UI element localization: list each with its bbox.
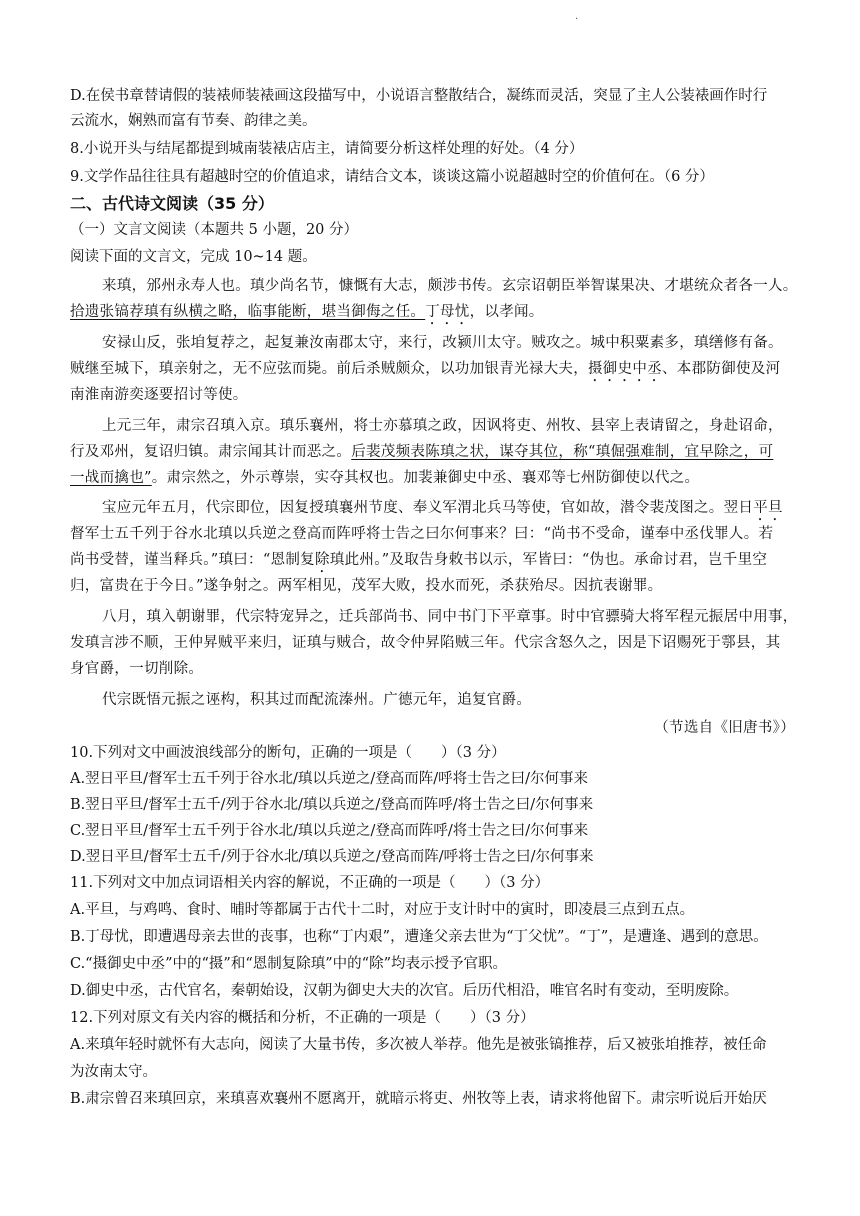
text-segment: 。肃宗然之，外示尊崇，实夺其权也。加裴兼御史中丞、襄邓等七州防御使以代之。 <box>151 470 700 486</box>
text-line <box>70 385 795 405</box>
text-line <box>70 498 827 524</box>
text-segment: 督军士五千列于谷水北瑱以兵逆之登高而阵呼将士告之曰尔何事来？曰：“尚书不受命，谨奉中丞伐罪人。若 <box>70 526 774 542</box>
text-line <box>70 1035 795 1055</box>
dotted-emphasis-text: 除 <box>314 552 330 568</box>
text-segment: 贼继至城下，瑱亲射之，无不应弦而毙。前后杀贼颇众，以功加银青光禄大夫， <box>70 361 588 377</box>
text-segment: 、本郡防御使及河 <box>662 361 781 377</box>
dotted-emphasis-text: 平旦 <box>753 500 783 516</box>
text-segment: A.翌日平旦/督军士五千列于谷水北/瑱以兵逆之/登高而阵/呼将士告之曰/尔何事来 <box>70 771 589 787</box>
underlined-text: 后裴茂频表陈瑱之状，谋夺其位，称“瑱倔强难制，宜早除之，可 <box>351 444 774 460</box>
text-line <box>70 220 795 240</box>
text-line <box>70 139 795 159</box>
text-segment: D.御史中丞，古代官名，秦朝始设，汉朝为御史大夫的次官。后历代相沿，唯官名时有变动，至明废除。 <box>70 983 739 999</box>
text-segment: D.翌日平旦/督军士五千/列于谷水北/瑱以兵逆之/登高而阵/呼将士告之曰/尔何事来 <box>70 849 594 865</box>
text-line <box>70 743 795 763</box>
text-segment: A.平旦，与鸡鸣、食时、晡时等都属于古代十二时，对应于支计时中的寅时，即凌晨三点到五点。 <box>70 902 695 918</box>
text-segment: 尚书受替，谨当释兵。”瑱曰：“恩制复 <box>70 552 315 568</box>
text-segment: 云流水，娴熟而富有节奏、韵律之美。 <box>70 113 317 129</box>
text-line <box>70 247 795 267</box>
text-line <box>70 821 795 841</box>
text-segment: A.来瑱年轻时就怀有大志向，阅读了大量书传，多次被人举荐。他先是被张镐推荐，后又被张垍推荐，被任命 <box>70 1037 767 1053</box>
text-line <box>70 524 795 544</box>
text-line <box>70 873 795 893</box>
text-segment: 瑱此州。”及取告身敕书以示，军皆曰：“伪也。承命讨君，岂千里空 <box>329 552 768 568</box>
text-segment: 11.下列对文中加点词语相关内容的解说，不正确的一项是（ ）（3 分） <box>70 875 550 891</box>
text-line <box>70 927 795 947</box>
text-line <box>70 167 795 187</box>
text-segment: 二、古代诗文阅读（35 分） <box>70 194 274 213</box>
text-segment: 8.小说开头与结尾都提到城南装裱店店主，请简要分析这样处理的好处。（4 分） <box>70 141 584 157</box>
text-segment: B.翌日平旦/督军士五千/列于谷水北/瑱以兵逆之/登高而阵呼/将士告之曰/尔何事来 <box>70 797 594 813</box>
text-segment: 上元三年，肃宗召瑱入京。瑱乐襄州，将士亦慕瑱之政，因讽将吏、州牧、县宰上表请留之，身赴诏命， <box>102 418 783 434</box>
text-segment: 安禄山反，张垍复荐之，起复兼汝南郡太守，来行，改颍川太守。贼攻之。城中积粟素多，瑱缮修有备。 <box>102 335 783 351</box>
text-line <box>70 359 795 385</box>
text-segment: 10.下列对文中画波浪线部分的断句，正确的一项是（ ）（3 分） <box>70 745 506 761</box>
text-line <box>70 659 795 679</box>
text-line <box>70 550 795 576</box>
text-segment: 宝应元年五月，代宗即位，因复授瑱襄州节度、奉义军渭北兵马等使，官如故，潜令裴茂图之。翌日 <box>102 500 754 516</box>
text-segment: C.翌日平旦/督军士五千列于谷水北/瑱以兵逆之/登高而阵呼/将士告之曰/尔何事来 <box>70 823 589 839</box>
text-line <box>70 302 795 328</box>
text-segment: D.在侯书章替请假的装裱师装裱画这段描写中，小说语言整散结合，凝练而灵活，突显了主人公装裱画作时行 <box>70 88 768 104</box>
text-line <box>70 607 827 627</box>
text-segment: （节选自《旧唐书》） <box>654 720 795 736</box>
text-line <box>70 1062 795 1082</box>
text-line <box>70 954 795 974</box>
text-segment: 南淮南游奕逐要招讨等使。 <box>70 387 248 403</box>
text-line <box>70 769 795 789</box>
header-mark: · <box>575 14 579 25</box>
text-segment: 行及邓州，复诏归镇。肃宗闻其计而恶之。 <box>70 444 352 460</box>
text-segment: B.肃宗曾召来瑱回京，来瑱喜欢襄州不愿离开，就暗示将吏、州牧等上表，请求将他留下。肃宗听说后开始厌 <box>70 1091 767 1107</box>
text-line <box>70 847 795 867</box>
text-segment: 归，富贵在于今日。”遂争射之。两军相见，茂军大败，投水而死，杀获殆尽。因抗表谢罪。 <box>70 578 663 594</box>
underlined-text: 拾遗张镐荐瑱有纵横之略，临事能断，堪当御侮之任。 <box>70 304 426 320</box>
text-line <box>70 442 795 462</box>
text-line <box>70 86 795 106</box>
text-line <box>70 900 795 920</box>
text-segment: 发瑱言涉不顺，王仲昇贼平来归，证瑱与贼合，故令仲昇陷贼三年。代宗含怒久之，因是下诏赐死于鄠县，其 <box>70 635 781 651</box>
text-line <box>70 795 795 815</box>
text-segment: 9.文学作品往往具有超越时空的价值追求，请结合文本，谈谈这篇小说超越时空的价值何在。（6 分） <box>70 169 714 185</box>
text-line <box>70 1008 795 1028</box>
text-line <box>70 690 827 710</box>
text-line <box>70 468 795 488</box>
text-line <box>70 981 795 1001</box>
text-line <box>70 633 795 653</box>
text-segment: C.“摄御史中丞”中的“摄”和“恩制复除瑱”中的“除”均表示授予官职。 <box>70 956 507 972</box>
text-segment: 代宗既悟元振之诬构，积其过而配流溱州。广德元年，追复官爵。 <box>102 692 532 708</box>
text-line <box>70 718 795 738</box>
text-line <box>70 276 827 296</box>
text-segment: （一）文言文阅读（本题共 5 小题，20 分） <box>70 222 359 238</box>
text-line <box>70 1089 795 1109</box>
text-line <box>70 333 827 353</box>
text-segment: 为汝南太守。 <box>70 1064 157 1080</box>
text-segment: 12.下列对原文有关内容的概括和分析，不正确的一项是（ ）（3 分） <box>70 1010 535 1026</box>
dotted-emphasis-text: 摄御史中丞 <box>588 361 662 377</box>
text-segment: 阅读下面的文言文，完成 10~14 题。 <box>70 249 317 265</box>
text-line <box>70 416 827 436</box>
text-segment: ，以孝闻。 <box>469 304 544 320</box>
text-segment: 来瑱，邠州永寿人也。瑱少尚名节，慷慨有大志，颇涉书传。玄宗诏朝臣举智谋果决、才堪统众者各一人。 <box>102 278 798 294</box>
dotted-emphasis-text: 丁母忧 <box>425 304 470 320</box>
text-segment: 身官爵，一切削除。 <box>70 661 204 677</box>
text-segment: 八月，瑱入朝谢罪，代宗特宠异之，迁兵部尚书、同中书门下平章事。时中官骠骑大将军程元振居中用事， <box>102 609 798 625</box>
text-segment: B.丁母忧，即遭遇母亲去世的丧事，也称“丁内艰”，遭逢父亲去世为“丁父忧”。“丁”，是遭逢、遇到的意思。 <box>70 929 768 945</box>
text-line <box>70 194 795 214</box>
text-line <box>70 111 795 131</box>
text-line <box>70 576 795 596</box>
underlined-text: 一战而擒也” <box>70 470 152 486</box>
